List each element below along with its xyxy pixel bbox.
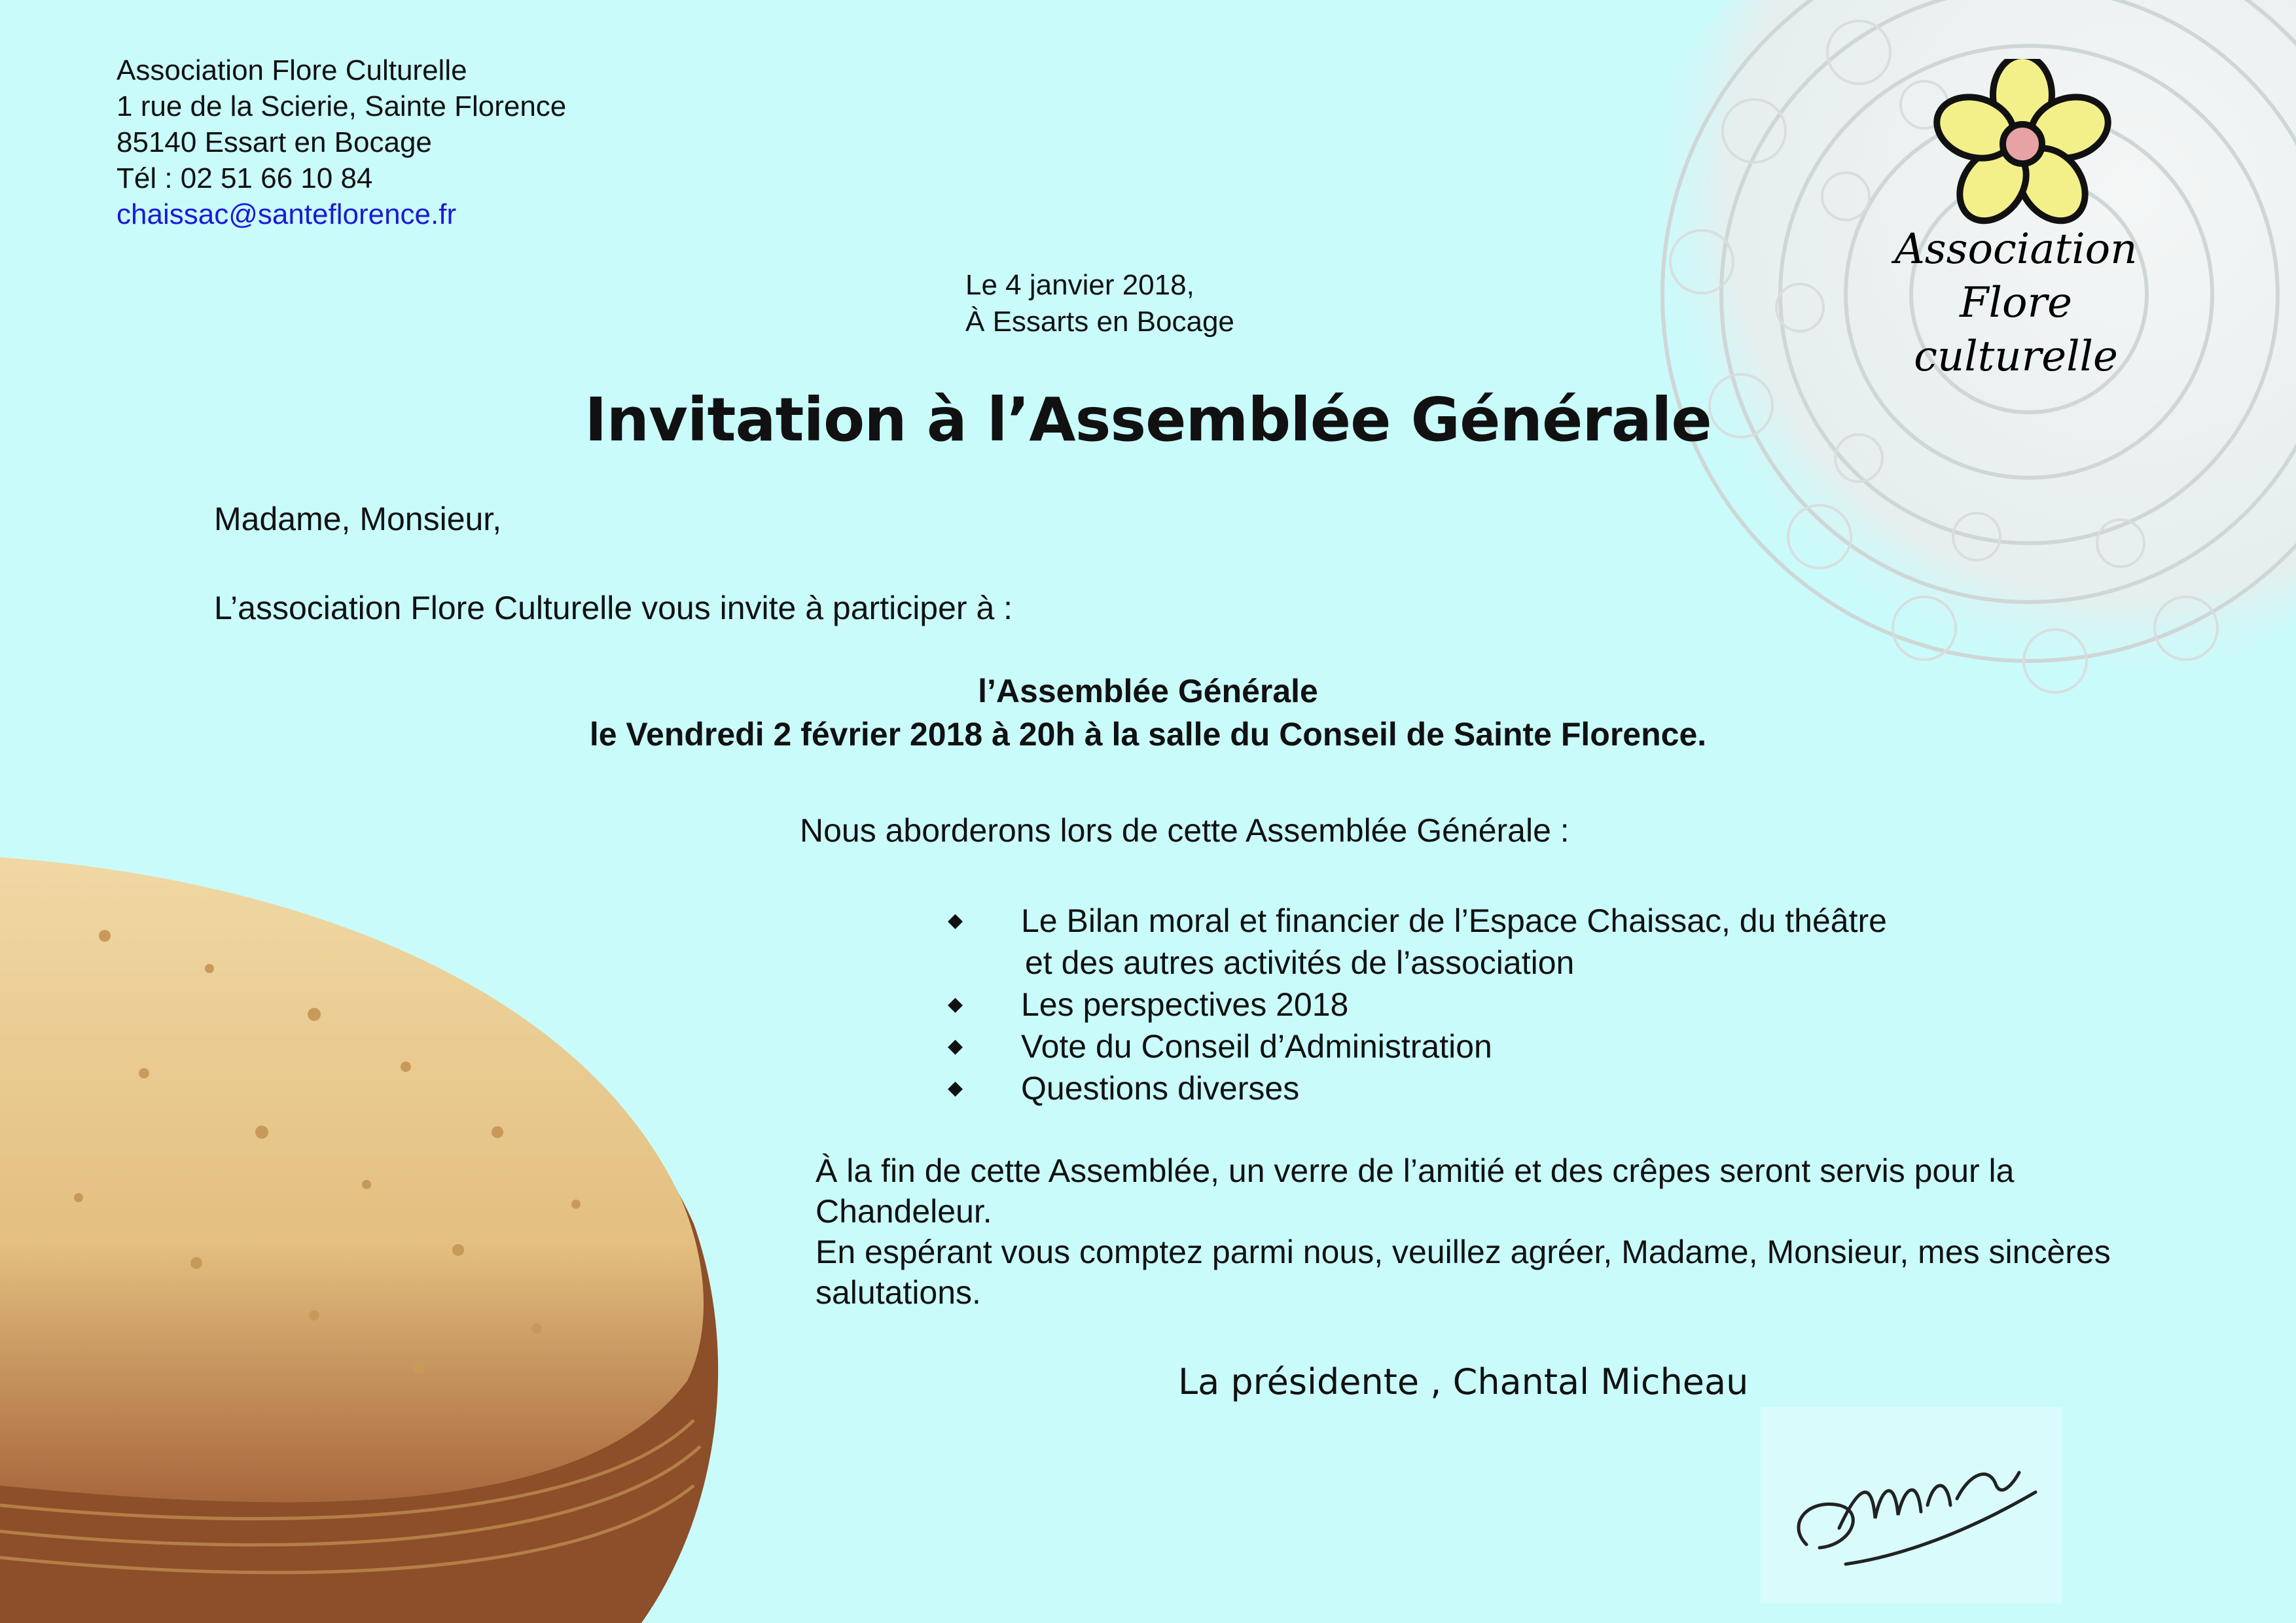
association-logo-text bbox=[1852, 223, 2179, 383]
diamond-bullet-icon: ◆ bbox=[948, 910, 963, 931]
date-place-block bbox=[965, 267, 1234, 340]
sender-address-line-1: 1 rue de la Scierie, Sainte Florence bbox=[117, 90, 567, 122]
event-block bbox=[0, 669, 2296, 756]
agenda-item-text: Les perspectives 2018 bbox=[1021, 986, 1349, 1023]
agenda-item-text: Vote du Conseil d’Administration bbox=[1021, 1028, 1492, 1065]
letter-date: Le 4 janvier 2018, bbox=[965, 269, 1194, 301]
agenda-intro: Nous aborderons lors de cette Assemblée Générale : bbox=[800, 812, 1570, 849]
letter-place: À Essarts en Bocage bbox=[965, 306, 1234, 338]
signature-line: La présidente , Chantal Micheau bbox=[1178, 1361, 1749, 1402]
closing-paragraphs bbox=[816, 1150, 2157, 1313]
agenda-item-text: Questions diverses bbox=[1021, 1070, 1300, 1107]
agenda-item-text-continued: et des autres activités de l’association bbox=[1025, 944, 1575, 981]
logo-line-2: Flore culturelle bbox=[1914, 279, 2118, 381]
diamond-bullet-icon: ◆ bbox=[948, 1035, 963, 1057]
logo-line-1: Association bbox=[1894, 225, 2138, 274]
closing-paragraph-1: À la fin de cette Assemblée, un verre de l’amitié et des crêpes seront servis pour la Chandeleur. bbox=[816, 1152, 2015, 1230]
agenda-item-text: Le Bilan moral et financier de l’Espace Chaissac, du théâtre bbox=[1021, 902, 1887, 939]
crepes-image bbox=[0, 857, 753, 1623]
diamond-bullet-icon: ◆ bbox=[948, 1077, 963, 1099]
intro-paragraph: L’association Flore Culturelle vous invite à participer à : bbox=[214, 590, 1013, 626]
handwritten-signature-box bbox=[1761, 1407, 2062, 1603]
diamond-bullet-icon: ◆ bbox=[948, 993, 963, 1015]
agenda-item bbox=[942, 984, 2121, 1026]
handwritten-signature-image bbox=[1761, 1407, 2062, 1603]
sender-name: Association Flore Culturelle bbox=[117, 54, 467, 86]
page-title: Invitation à l’Assemblée Générale bbox=[584, 385, 1712, 455]
salutation: Madame, Monsieur, bbox=[214, 501, 502, 537]
agenda-item bbox=[942, 900, 2121, 984]
agenda-item bbox=[942, 1067, 2121, 1109]
agenda-item bbox=[942, 1026, 2121, 1067]
sender-email-link[interactable]: chaissac@santeflorence.fr bbox=[117, 198, 457, 230]
closing-paragraph-2: En espérant vous comptez parmi nous, veuillez agréer, Madame, Monsieur, mes sincères salutations. bbox=[816, 1234, 2111, 1311]
sender-phone: Tél : 02 51 66 10 84 bbox=[117, 162, 373, 194]
event-details: le Vendredi 2 février 2018 à 20h à la salle du Conseil de Sainte Florence. bbox=[589, 716, 1707, 753]
sender-address-block bbox=[117, 52, 566, 232]
sender-address-line-2: 85140 Essart en Bocage bbox=[117, 126, 432, 158]
agenda-list bbox=[942, 900, 2121, 1109]
event-name: l’Assemblée Générale bbox=[978, 673, 1318, 709]
